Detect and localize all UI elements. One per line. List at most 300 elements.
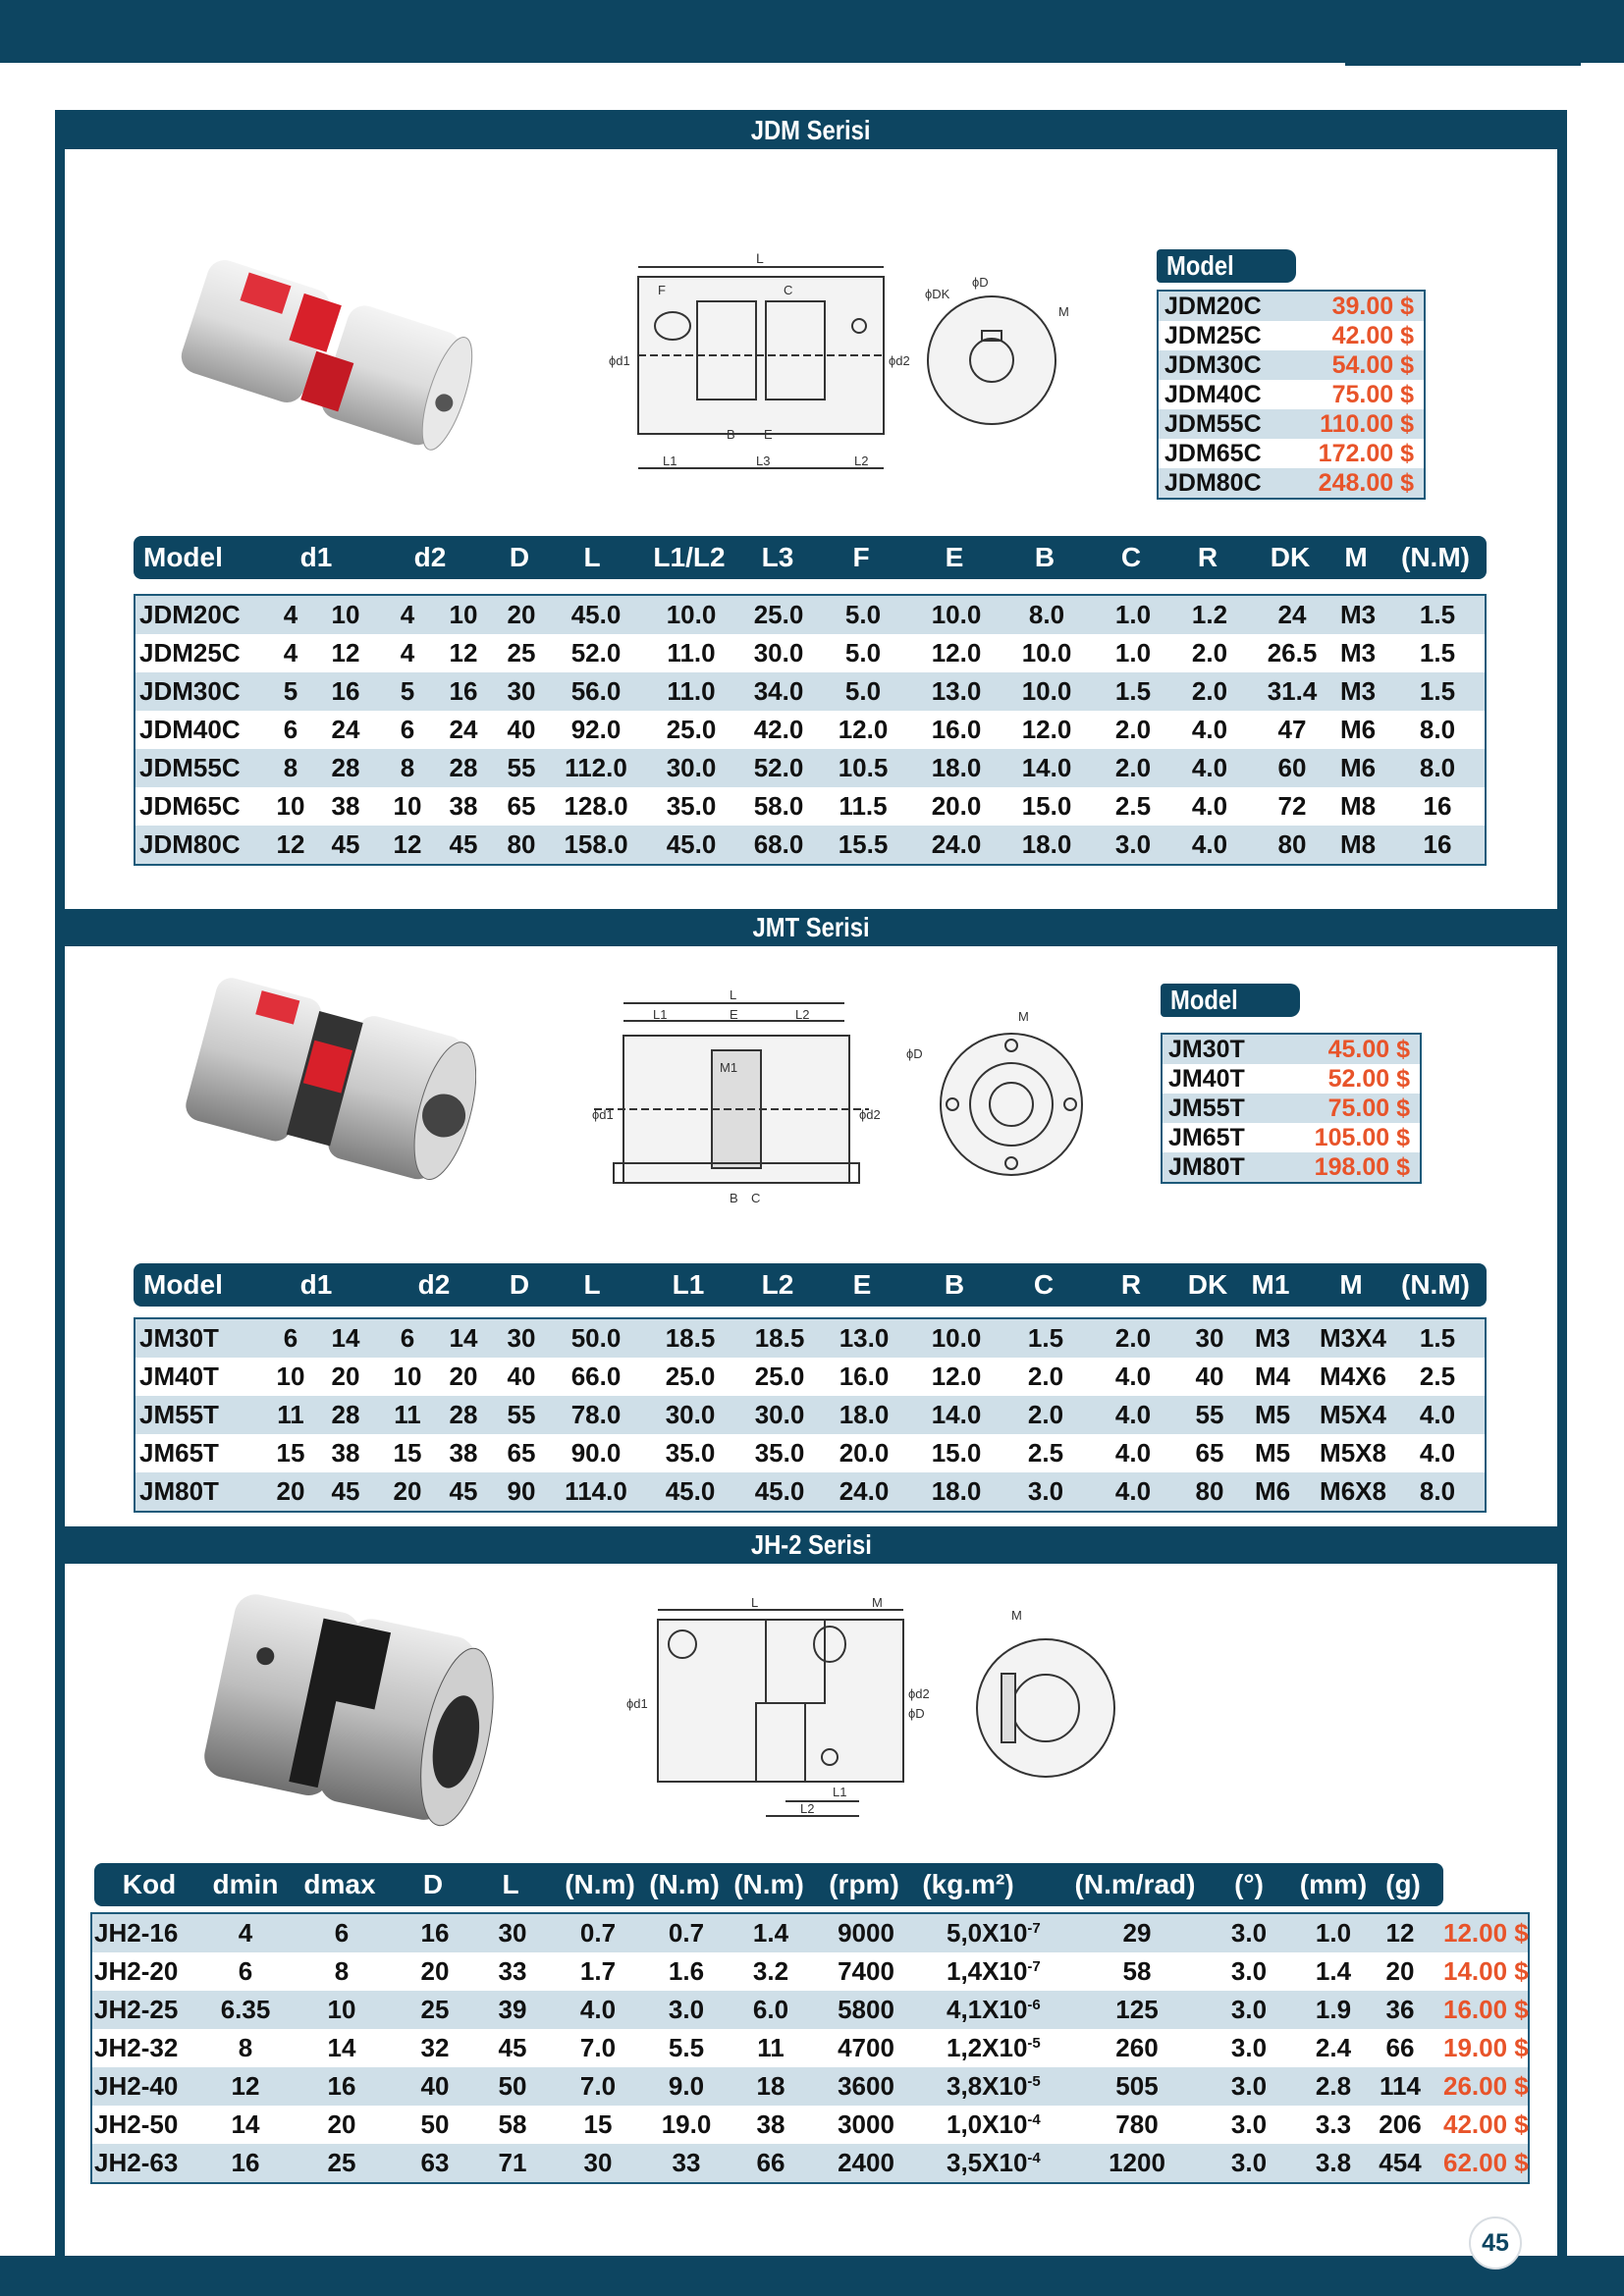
table-cell: 5800 — [838, 1995, 894, 2024]
price-value: 16.00 $ — [1443, 1995, 1529, 2024]
table-cell: 8 — [238, 2033, 253, 2062]
svg-text:L1: L1 — [663, 454, 677, 468]
price-model: JDM20C — [1164, 293, 1262, 320]
table-cell: 11 — [277, 1400, 304, 1429]
table-cell: 34.0 — [753, 676, 804, 706]
table-cell: 8.0 — [1419, 1476, 1456, 1506]
table-cell: M3 — [1339, 676, 1377, 706]
table-cell: 6 — [238, 1956, 253, 1986]
svg-text:L1: L1 — [833, 1785, 847, 1799]
price-value: 54.00 $ — [1331, 351, 1414, 379]
table-cell: 55 — [507, 753, 536, 782]
svg-text:ϕd1: ϕd1 — [592, 1107, 614, 1122]
jmt-price-list — [1161, 1033, 1422, 1184]
table-row — [135, 672, 1485, 711]
table-cell: 2.5 — [1027, 1438, 1064, 1468]
table-row — [92, 2029, 1528, 2067]
table-cell: 5 — [400, 676, 415, 706]
table-row — [92, 2106, 1528, 2144]
table-cell: 38 — [449, 791, 478, 821]
svg-text:L: L — [730, 988, 737, 1002]
column-header: d1 — [299, 1269, 333, 1300]
table-cell: 3.0 — [1230, 1918, 1268, 1948]
table-cell: 4 — [283, 638, 298, 667]
table-cell: 7400 — [838, 1956, 894, 1986]
table-cell: 20 — [327, 2109, 356, 2139]
table-cell: 11 — [757, 2033, 785, 2062]
table-cell: 4 — [238, 1918, 253, 1948]
price-model: JDM65C — [1164, 440, 1262, 467]
svg-text:M: M — [1011, 1608, 1022, 1623]
column-header: D — [509, 1269, 530, 1300]
column-header: M — [1339, 1269, 1363, 1300]
table-cell: 260 — [1115, 2033, 1159, 2062]
table-cell: $1,4X10^{-7}$ — [947, 1956, 1041, 1986]
table-cell: 10 — [393, 1362, 422, 1391]
table-cell: JDM80C — [139, 829, 241, 859]
table-cell: 38 — [331, 791, 360, 821]
exponent: -4 — [1027, 2111, 1041, 2128]
table-cell: JM55T — [139, 1400, 219, 1429]
price-value: 52.00 $ — [1327, 1065, 1410, 1093]
column-header: Model — [143, 1269, 223, 1300]
table-cell: 90.0 — [570, 1438, 622, 1468]
jmt-coupling-photo — [182, 977, 476, 1188]
table-cell: 6 — [283, 715, 298, 744]
table-cell: 28 — [331, 753, 360, 782]
table-cell: 2.5 — [1114, 791, 1152, 821]
table-cell: 10.0 — [931, 1323, 982, 1353]
table-cell: 1.0 — [1315, 1918, 1352, 1948]
table-cell: 16 — [1423, 829, 1452, 859]
svg-text:L1: L1 — [653, 1007, 668, 1022]
table-cell: 45 — [331, 1476, 360, 1506]
table-cell: 32 — [420, 2033, 450, 2062]
jdm-technical-drawing — [589, 247, 1075, 493]
table-cell: 66 — [756, 2148, 785, 2177]
table-cell: 16.0 — [931, 715, 982, 744]
jdm-table — [134, 594, 1487, 866]
table-cell: 30.0 — [665, 1400, 716, 1429]
table-cell: 31.4 — [1267, 676, 1318, 706]
table-cell: 5 — [283, 676, 298, 706]
table-cell: 12 — [276, 829, 305, 859]
column-header: E — [852, 1269, 872, 1300]
table-cell: 25.0 — [753, 600, 804, 629]
svg-text:E: E — [764, 427, 773, 442]
table-cell: 10 — [393, 791, 422, 821]
table-cell: 78.0 — [570, 1400, 622, 1429]
table-cell: 28 — [331, 1400, 360, 1429]
table-cell: $4,1X10^{-6}$ — [947, 1995, 1041, 2024]
table-cell: 4 — [400, 600, 415, 629]
column-header: (mm) — [1299, 1869, 1368, 1899]
table-cell: $3,8X10^{-5}$ — [947, 2071, 1041, 2101]
table-cell: 24.0 — [839, 1476, 890, 1506]
table-cell: 60 — [1277, 753, 1307, 782]
table-cell: JH2-50 — [94, 2109, 179, 2139]
svg-text:L2: L2 — [795, 1007, 810, 1022]
table-cell: 8 — [283, 753, 298, 782]
table-cell: 4.0 — [579, 1995, 617, 2024]
table-cell: 68.0 — [753, 829, 804, 859]
table-cell: 30 — [1195, 1323, 1224, 1353]
price-model: JM55T — [1168, 1095, 1245, 1122]
svg-text:M: M — [1018, 1009, 1029, 1024]
table-cell: 0.7 — [668, 1918, 705, 1948]
column-header: (N.m/rad) — [1074, 1869, 1196, 1899]
table-cell: 14 — [449, 1323, 478, 1353]
table-cell: 5.0 — [844, 676, 882, 706]
table-cell: 26.5 — [1267, 638, 1318, 667]
price-row — [1159, 350, 1424, 380]
table-cell: JM80T — [139, 1476, 219, 1506]
column-header: C — [1033, 1269, 1055, 1300]
table-cell: 40 — [1195, 1362, 1224, 1391]
table-row — [135, 1319, 1485, 1358]
table-cell: 45.0 — [570, 600, 622, 629]
table-cell: 16 — [449, 676, 478, 706]
table-cell: 14 — [327, 2033, 356, 2062]
exponent: -7 — [1027, 1958, 1041, 1975]
table-cell: 20 — [331, 1362, 360, 1391]
table-cell: 25.0 — [754, 1362, 805, 1391]
table-cell: 39 — [498, 1995, 527, 2024]
table-cell: 45.0 — [754, 1476, 805, 1506]
svg-text:E: E — [730, 1007, 738, 1022]
column-header: DK — [1270, 542, 1311, 572]
table-cell: 15.5 — [838, 829, 889, 859]
table-cell: 24.0 — [931, 829, 982, 859]
table-cell: 35.0 — [666, 791, 717, 821]
column-header: Model — [143, 542, 223, 572]
table-cell: 3.0 — [1114, 829, 1152, 859]
table-cell: 55 — [507, 1400, 536, 1429]
column-header: (N.M) — [1401, 542, 1470, 572]
price-row — [1159, 409, 1424, 439]
table-cell: 10 — [276, 1362, 305, 1391]
table-cell: 1.5 — [1027, 1323, 1064, 1353]
table-cell: 1.9 — [1315, 1995, 1352, 2024]
column-header: d1 — [299, 542, 333, 572]
table-cell: 10.0 — [1021, 676, 1072, 706]
table-cell: 18 — [756, 2071, 785, 2101]
price-value: 105.00 $ — [1314, 1124, 1410, 1151]
table-cell: 7.0 — [579, 2033, 617, 2062]
column-header: (rpm) — [829, 1869, 899, 1899]
table-cell: 3.0 — [1230, 2033, 1268, 2062]
table-cell: 14 — [331, 1323, 360, 1353]
table-cell: 6 — [400, 1323, 415, 1353]
column-header: (kg.m²) — [922, 1869, 1014, 1899]
table-cell: 2400 — [838, 2148, 894, 2177]
table-cell: 12.0 — [1021, 715, 1072, 744]
table-cell: 30.0 — [753, 638, 804, 667]
table-cell: 16 — [331, 676, 360, 706]
table-cell: JH2-40 — [94, 2071, 179, 2101]
svg-text:ϕd2: ϕd2 — [859, 1107, 881, 1122]
table-cell: 25 — [420, 1995, 450, 2024]
column-header: (N.m) — [565, 1869, 635, 1899]
table-cell: 4.0 — [1191, 753, 1228, 782]
table-cell: 38 — [756, 2109, 785, 2139]
table-cell: 28 — [449, 1400, 478, 1429]
column-header: (g) — [1385, 1869, 1421, 1899]
table-cell: 4.0 — [1114, 1400, 1152, 1429]
column-header: M — [1344, 542, 1368, 572]
table-cell: 19.0 — [661, 2109, 712, 2139]
table-cell: $3,5X10^{-4}$ — [947, 2148, 1041, 2177]
table-cell: 45 — [449, 829, 478, 859]
table-cell: 4.0 — [1191, 791, 1228, 821]
table-cell: 3.0 — [1027, 1476, 1064, 1506]
table-row — [135, 1358, 1485, 1396]
table-cell: 30 — [507, 1323, 536, 1353]
table-cell: 50 — [420, 2109, 450, 2139]
table-cell: JH2-32 — [94, 2033, 179, 2062]
column-header: B — [944, 1269, 965, 1300]
table-cell: 63 — [420, 2148, 450, 2177]
table-cell: 4.0 — [1191, 715, 1228, 744]
column-header: DK — [1187, 1269, 1228, 1300]
jdm-price-list — [1157, 290, 1426, 500]
price-model: JDM80C — [1164, 469, 1262, 497]
svg-text:B: B — [730, 1191, 738, 1205]
jh2-section-title: JH-2 Serisi — [55, 1526, 1567, 1564]
table-cell: 3.0 — [668, 1995, 705, 2024]
table-cell: 24 — [449, 715, 478, 744]
table-cell: 6 — [400, 715, 415, 744]
table-cell: 3.0 — [1230, 2148, 1268, 2177]
table-cell: 8 — [334, 1956, 350, 1986]
table-cell: 114 — [1380, 2071, 1421, 2101]
table-cell: 3.0 — [1230, 1956, 1268, 1986]
table-cell: 18.5 — [754, 1323, 805, 1353]
price-value: 75.00 $ — [1331, 381, 1414, 408]
table-cell: 6 — [334, 1918, 350, 1948]
column-header: dmax — [303, 1869, 376, 1899]
jdm-table-header — [134, 536, 1487, 579]
column-header: L1/L2 — [653, 542, 726, 572]
table-cell: 6.0 — [752, 1995, 789, 2024]
table-row — [135, 787, 1485, 826]
table-cell: JDM20C — [139, 600, 241, 629]
table-row — [135, 711, 1485, 749]
table-cell: JDM55C — [139, 753, 241, 782]
price-value: 42.00 $ — [1443, 2109, 1529, 2139]
column-header: d2 — [413, 542, 447, 572]
jh2-table — [90, 1912, 1530, 2184]
table-cell: 10.0 — [931, 600, 982, 629]
column-header: L — [583, 542, 601, 572]
table-cell: 5.5 — [668, 2033, 705, 2062]
table-cell: 158.0 — [564, 829, 628, 859]
table-cell: 14.0 — [931, 1400, 982, 1429]
table-cell: 16.0 — [839, 1362, 890, 1391]
table-cell: 65 — [507, 1438, 536, 1468]
table-cell: 20 — [449, 1362, 478, 1391]
table-cell: 3000 — [838, 2109, 894, 2139]
table-cell: 15 — [393, 1438, 422, 1468]
bottom-bar — [0, 2256, 1624, 2296]
table-cell: M6 — [1339, 753, 1377, 782]
table-cell: 45.0 — [665, 1476, 716, 1506]
table-cell: 15 — [276, 1438, 305, 1468]
table-cell: 3.8 — [1315, 2148, 1352, 2177]
price-row — [1163, 1094, 1420, 1123]
table-cell: JDM40C — [139, 715, 241, 744]
table-cell: JH2-20 — [94, 1956, 179, 1986]
price-value: 248.00 $ — [1318, 469, 1414, 497]
table-cell: 36 — [1385, 1995, 1415, 2024]
table-cell: $1,2X10^{-5}$ — [947, 2033, 1041, 2062]
price-model: JM30T — [1168, 1036, 1245, 1063]
table-cell: 128.0 — [564, 791, 628, 821]
table-row — [135, 1472, 1485, 1511]
table-cell: 505 — [1115, 2071, 1159, 2101]
table-cell: 12 — [331, 638, 360, 667]
column-header: (N.m) — [733, 1869, 804, 1899]
jmt-section-title: JMT Serisi — [55, 909, 1567, 946]
table-cell: 66 — [1385, 2033, 1415, 2062]
price-value: 172.00 $ — [1318, 440, 1414, 467]
price-value: 45.00 $ — [1327, 1036, 1410, 1063]
table-cell: M3 — [1339, 638, 1377, 667]
table-cell: M8 — [1339, 829, 1377, 859]
table-cell: 2.0 — [1191, 638, 1228, 667]
price-model: JM40T — [1168, 1065, 1245, 1093]
price-value: 26.00 $ — [1443, 2071, 1529, 2101]
svg-text:ϕd2: ϕd2 — [908, 1686, 930, 1701]
table-cell: 45 — [498, 2033, 527, 2062]
table-cell: 80 — [1277, 829, 1307, 859]
table-cell: M6 — [1339, 715, 1377, 744]
svg-text:ϕD: ϕD — [972, 275, 989, 290]
table-cell: 16 — [231, 2148, 260, 2177]
table-cell: 10.5 — [838, 753, 889, 782]
table-cell: 4 — [400, 638, 415, 667]
table-cell: 1.6 — [668, 1956, 705, 1986]
table-cell: 20 — [1385, 1956, 1415, 1986]
table-cell: 80 — [507, 829, 536, 859]
table-cell: 65 — [507, 791, 536, 821]
jdm-model-label: Model — [1157, 249, 1296, 283]
jdm-coupling-photo — [167, 257, 491, 463]
table-cell: 206 — [1379, 2109, 1422, 2139]
table-cell: 2.0 — [1027, 1362, 1064, 1391]
table-cell: 33 — [498, 1956, 527, 1986]
table-cell: 1.5 — [1114, 676, 1152, 706]
table-cell: 5.0 — [844, 638, 882, 667]
table-cell: 4.0 — [1114, 1362, 1152, 1391]
table-cell: 454 — [1379, 2148, 1422, 2177]
svg-text:L: L — [756, 250, 764, 266]
price-row — [1159, 468, 1424, 498]
table-cell: 90 — [507, 1476, 536, 1506]
table-cell: 1.2 — [1191, 600, 1228, 629]
table-cell: 12 — [231, 2071, 260, 2101]
price-value: 62.00 $ — [1443, 2148, 1529, 2177]
price-row — [1163, 1152, 1420, 1182]
table-row — [92, 1952, 1528, 1991]
table-row — [135, 749, 1485, 787]
table-cell: 10 — [449, 600, 478, 629]
table-cell: 11 — [394, 1400, 421, 1429]
table-cell: 2.0 — [1114, 753, 1152, 782]
table-cell: 20.0 — [931, 791, 982, 821]
table-cell: 72 — [1277, 791, 1307, 821]
jmt-technical-drawing — [574, 982, 1095, 1222]
table-row — [92, 1991, 1528, 2029]
table-cell: 2.0 — [1191, 676, 1228, 706]
page-number: 45 — [1469, 2216, 1522, 2269]
table-cell: 52.0 — [753, 753, 804, 782]
svg-text:ϕd1: ϕd1 — [626, 1696, 648, 1711]
table-cell: 114.0 — [565, 1476, 627, 1506]
table-cell: 16 — [420, 1918, 450, 1948]
table-cell: 33 — [672, 2148, 701, 2177]
table-cell: 38 — [449, 1438, 478, 1468]
table-cell: 20 — [420, 1956, 450, 1986]
table-cell: 2.0 — [1114, 1323, 1152, 1353]
table-cell: M4 — [1254, 1362, 1291, 1391]
table-cell: 9.0 — [668, 2071, 705, 2101]
table-cell: $1,0X10^{-4}$ — [947, 2109, 1041, 2139]
table-cell: 6 — [283, 1323, 298, 1353]
table-cell: JM65T — [139, 1438, 219, 1468]
table-cell: 50.0 — [570, 1323, 622, 1353]
table-cell: M5 — [1254, 1400, 1291, 1429]
exponent: -7 — [1027, 1920, 1041, 1937]
table-cell: 56.0 — [570, 676, 622, 706]
price-value: 12.00 $ — [1443, 1918, 1529, 1948]
table-cell: 12.0 — [838, 715, 889, 744]
column-header: L — [502, 1869, 519, 1899]
price-model: JDM25C — [1164, 322, 1262, 349]
jdm-section-title: JDM Serisi — [55, 112, 1567, 149]
price-model: JDM40C — [1164, 381, 1262, 408]
table-cell: 780 — [1115, 2109, 1159, 2139]
table-cell: 30 — [507, 676, 536, 706]
column-header: E — [945, 542, 964, 572]
top-bar — [0, 0, 1624, 63]
column-header: F — [852, 542, 870, 572]
price-row — [1163, 1064, 1420, 1094]
table-row — [135, 826, 1485, 864]
table-cell: 30.0 — [754, 1400, 805, 1429]
table-cell: 4.0 — [1114, 1476, 1152, 1506]
table-cell: 20 — [276, 1476, 305, 1506]
table-cell: 2.8 — [1315, 2071, 1352, 2101]
table-cell: 45 — [449, 1476, 478, 1506]
column-header: L3 — [761, 542, 794, 572]
table-cell: 13.0 — [839, 1323, 890, 1353]
svg-text:ϕD: ϕD — [908, 1706, 925, 1721]
exponent: -6 — [1027, 1997, 1041, 2013]
table-cell: 3.3 — [1315, 2109, 1352, 2139]
table-cell: 12 — [1385, 1918, 1415, 1948]
table-cell: 29 — [1122, 1918, 1152, 1948]
table-cell: 25 — [327, 2148, 356, 2177]
column-header: R — [1197, 542, 1218, 572]
table-cell: 16 — [1423, 791, 1452, 821]
svg-text:M: M — [1058, 304, 1069, 319]
table-cell: 15.0 — [931, 1438, 982, 1468]
table-cell: JDM65C — [139, 791, 241, 821]
table-cell: 0.7 — [579, 1918, 617, 1948]
table-cell: 25.0 — [665, 1362, 716, 1391]
table-cell: 1.0 — [1114, 600, 1152, 629]
